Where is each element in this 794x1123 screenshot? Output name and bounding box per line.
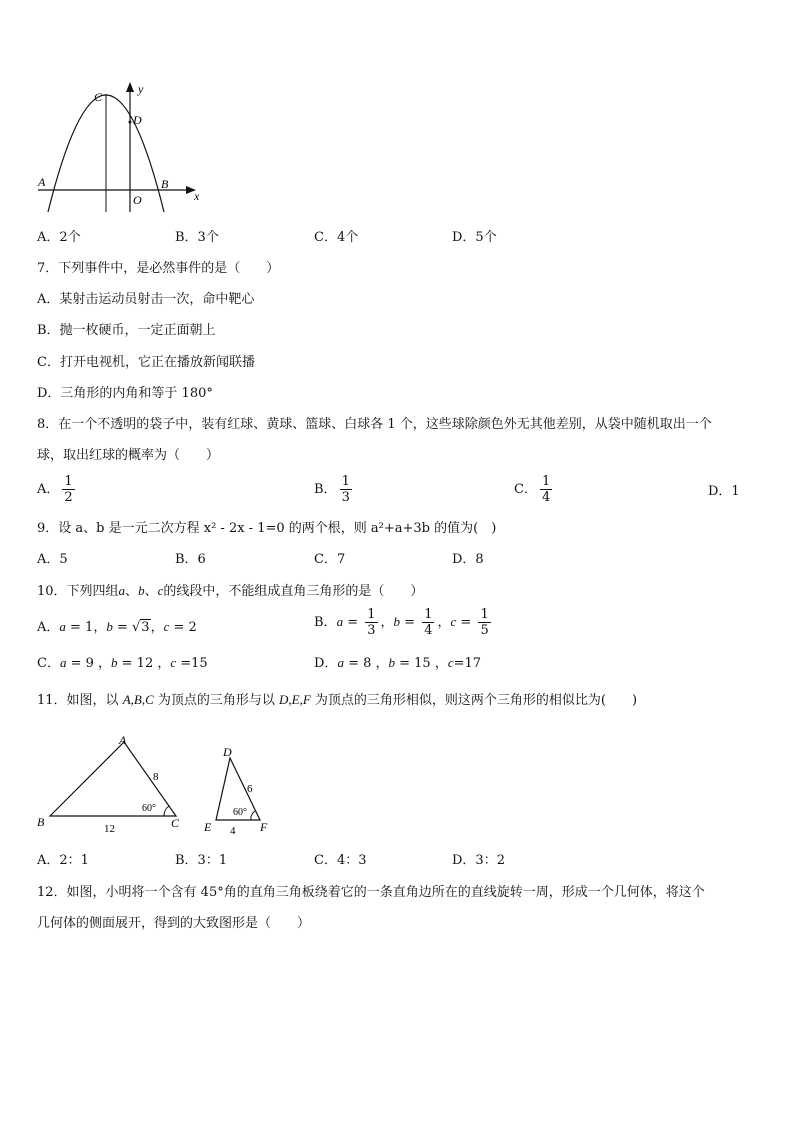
vertex-b-label: B xyxy=(37,815,45,829)
side-ef-label: 4 xyxy=(230,825,236,837)
q11-option-a: A．2：1 xyxy=(37,853,89,868)
parabola-graph xyxy=(30,78,210,218)
q10-stem: 10．下列四组a、b、c的线段中，不能组成直角三角形的是（ ） xyxy=(37,583,424,599)
point-b-label: B xyxy=(161,177,169,191)
q12-stem-line2: 几何体的侧面展开，得到的大致图形是（ ） xyxy=(37,916,311,931)
q11-option-d: D．3：2 xyxy=(452,853,505,868)
q9-option-d: D．8 xyxy=(452,552,484,567)
vertex-a-label: A xyxy=(119,733,127,747)
q11-option-b: B．3：1 xyxy=(175,853,228,868)
vertex-e-label: E xyxy=(204,820,212,834)
q11-option-c: C．4：3 xyxy=(314,853,367,868)
origin-label: O xyxy=(133,193,142,207)
q8-stem-line2: 球，取出红球的概率为（ ） xyxy=(37,448,220,463)
q8-option-a: A． $\frac{1}{2}$ xyxy=(37,474,73,505)
q12-stem-line1: 12．如图，小明将一个含有 45°角的直角三角板绕着它的一条直角边所在的直线旋转一周，形成一个几何体，将这个 xyxy=(37,885,705,900)
x-axis-label: x xyxy=(194,189,200,203)
q11-triangles-figure xyxy=(34,730,284,840)
q10-option-c: C．a = 9 ，b = 12 ，c =15 xyxy=(37,655,208,671)
q8-option-b: B． $\frac{1}{3}$ xyxy=(314,474,350,505)
point-c-label: C xyxy=(94,90,103,104)
vertex-f-label: F xyxy=(260,820,268,834)
point-a-label: A xyxy=(38,175,46,189)
q9-option-a: A．5 xyxy=(37,552,68,567)
q10-option-a: A．a = 1，b = √3，c = 2 xyxy=(37,619,197,635)
q8-option-d: D．1 xyxy=(708,484,740,499)
q9-option-b: B．6 xyxy=(175,552,206,567)
q7-stem: 7．下列事件中，是必然事件的是（ ） xyxy=(37,261,280,276)
q10-option-b: B．a = $\frac{1}{3}$ ，b = $\frac{1}{4}$ ，c = $\frac{1}{5}$ xyxy=(314,607,489,638)
q6-option-c: C．4个 xyxy=(314,230,359,245)
q11-stem: 11．如图，以 A,B,C 为顶点的三角形与以 D,E,F 为顶点的三角形相似，则这两个三角形的相似比为( ) xyxy=(37,692,638,708)
q6-option-d: D．5个 xyxy=(452,230,497,245)
q7-option-a: A．某射击运动员射击一次，命中靶心 xyxy=(37,292,255,307)
side-df-label: 6 xyxy=(247,783,253,795)
q6-option-b: B．3个 xyxy=(175,230,219,245)
q10-option-d: D．a = 8 ，b = 15 ，c=17 xyxy=(314,655,482,671)
angle-f-label: 60° xyxy=(233,807,247,818)
q7-option-d: D．三角形的内角和等于 180° xyxy=(37,386,213,401)
vertex-c-label: C xyxy=(171,816,180,830)
q6-option-a: A．2个 xyxy=(37,230,81,245)
q8-option-c: C． $\frac{1}{4}$ xyxy=(514,474,551,505)
q8-stem-line1: 8．在一个不透明的袋子中，装有红球、黄球、篮球、白球各 1 个，这些球除颜色外无其他差别，从袋中随机取出一个 xyxy=(37,417,712,432)
q7-option-c: C．打开电视机，它正在播放新闻联播 xyxy=(37,355,255,370)
side-bc-label: 12 xyxy=(104,823,115,835)
y-axis-label: y xyxy=(138,82,144,96)
q9-stem: 9．设 a、b 是一元二次方程 x² - 2x - 1=0 的两个根，则 a²+a+3b 的值为( ) xyxy=(37,521,497,536)
vertex-d-label: D xyxy=(223,745,232,759)
angle-c-label: 60° xyxy=(142,803,156,814)
q9-option-c: C．7 xyxy=(314,552,346,567)
point-d-label: D xyxy=(133,113,142,127)
side-ac-label: 8 xyxy=(153,771,159,783)
q7-option-b: B．抛一枚硬币，一定正面朝上 xyxy=(37,323,216,338)
